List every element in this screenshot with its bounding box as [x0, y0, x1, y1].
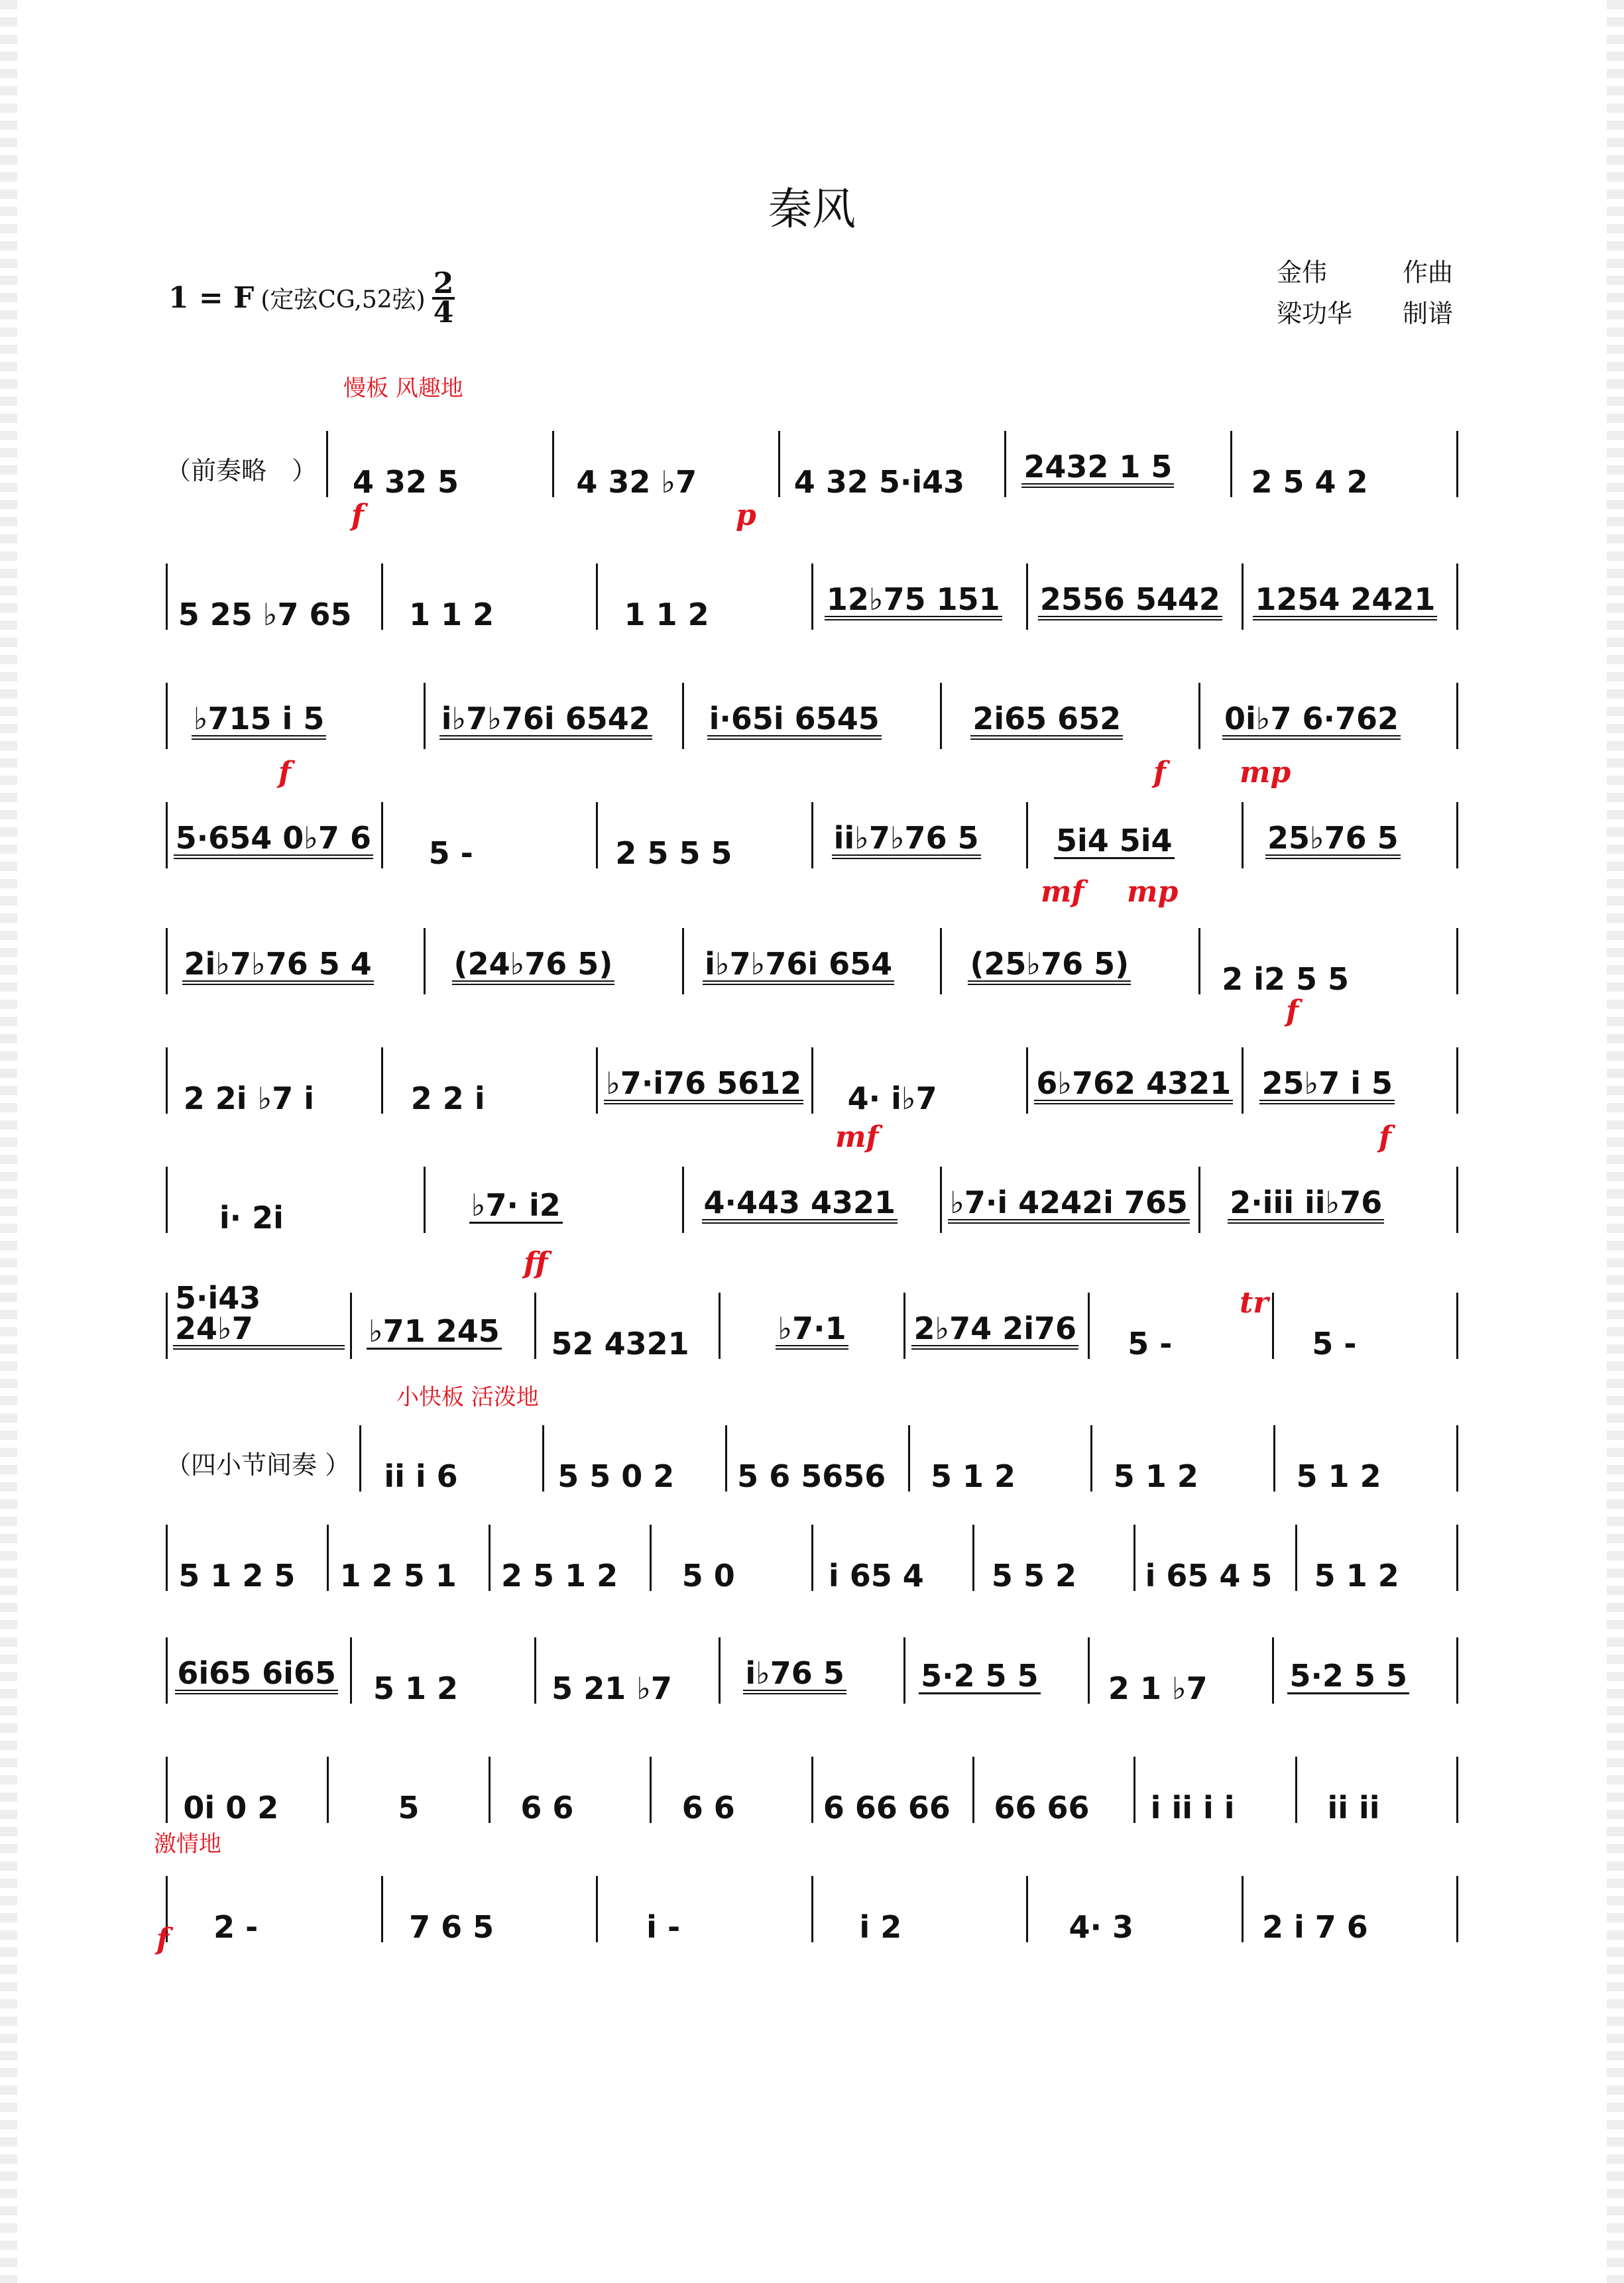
measure: [1135, 1525, 1297, 1594]
score-system: [166, 1167, 1458, 1236]
note-text: 66 66: [994, 1790, 1090, 1826]
note-group: [1228, 1187, 1384, 1224]
note-text: 0i♭7 6·762: [1224, 701, 1399, 736]
note-group: [1054, 825, 1175, 859]
note-text: 5·654 0♭7 6: [175, 820, 371, 856]
note-group: [452, 946, 615, 985]
note-text: 5 1 2: [930, 1458, 1016, 1494]
dynamic-mark: f: [1379, 1120, 1391, 1154]
note-group: [182, 946, 374, 985]
note-text: 2·iii ii♭76: [1230, 1185, 1383, 1220]
measure: [536, 1637, 721, 1704]
note-group: [821, 1790, 953, 1826]
note-group: [1106, 1670, 1210, 1706]
measure: [813, 1047, 1029, 1114]
credit-name: 梁功华: [1277, 299, 1353, 328]
note-group: [968, 946, 1131, 985]
score-system: [166, 1525, 1458, 1594]
measure: [1244, 802, 1459, 868]
note-text: 1 2 5 1: [339, 1558, 457, 1594]
measure: [1028, 563, 1244, 630]
note-text: 2 1 ♭7: [1108, 1670, 1208, 1706]
measure: [166, 1876, 383, 1945]
measure: [329, 1525, 490, 1594]
measure: [652, 1525, 813, 1594]
dynamic-mark: f: [351, 498, 364, 532]
note-text: 5 -: [1128, 1326, 1173, 1362]
note-group: [680, 1790, 737, 1826]
note-text: 12♭75 151: [826, 581, 1000, 617]
note-group: [550, 1670, 674, 1706]
note-text: 5 25 ♭7 65: [178, 597, 352, 632]
note-text: 5 1 2 5: [178, 1558, 296, 1594]
measure: [352, 1293, 536, 1359]
measure: [536, 1293, 721, 1362]
note-group: [832, 820, 981, 859]
note-group: [622, 599, 711, 630]
measure: [942, 683, 1200, 749]
note-group: [338, 1558, 459, 1594]
note-group: [707, 703, 882, 740]
note-text: i 65 4: [828, 1558, 924, 1594]
measure: [652, 1757, 813, 1826]
note-group: [1253, 581, 1437, 620]
measure: [1244, 563, 1459, 630]
note-group: [1143, 1558, 1275, 1594]
measure: [598, 802, 813, 871]
measure: [166, 563, 383, 630]
note-text: 5 5 0 2: [557, 1458, 675, 1494]
note-text: 1 1 2: [409, 597, 494, 632]
score-system: [166, 1047, 1458, 1114]
measure: [1275, 1425, 1458, 1492]
note-group: [192, 703, 327, 740]
note-text: 5 1 2: [373, 1670, 459, 1706]
note-text: 6 6: [681, 1790, 735, 1826]
note-text: ♭7·i76 5612: [606, 1065, 802, 1101]
measure: [1200, 1167, 1458, 1233]
measure: [1028, 1876, 1244, 1945]
note-group: [702, 1187, 898, 1224]
tuning-note: (定弦CG,52弦): [261, 286, 426, 314]
note-text: i 65 4 5: [1145, 1558, 1273, 1594]
tempo-mark: 激情地: [154, 1831, 221, 1857]
measure: [383, 1047, 599, 1114]
note-group: [407, 599, 496, 630]
measure: [426, 928, 683, 994]
note-text: 2432 1 5: [1023, 449, 1173, 485]
note-group: [1295, 1458, 1383, 1494]
measure: [910, 1425, 1093, 1492]
note-text: i· 2i: [219, 1200, 284, 1236]
note-text: 4 32 5·i43: [793, 464, 965, 500]
note-group: [371, 1670, 460, 1706]
measure: [1092, 1425, 1275, 1492]
dynamic-mark: mf: [835, 1120, 879, 1154]
note-group: [1287, 1658, 1409, 1694]
key-signature: [168, 266, 455, 329]
dynamic-mark: mf: [1041, 875, 1084, 909]
note-group: [613, 835, 734, 871]
measure: [1200, 928, 1458, 997]
note-text: 4· i♭7: [847, 1081, 937, 1116]
note-text: 5 0: [681, 1558, 735, 1594]
score-system: [166, 802, 1458, 871]
note-text: 5·2 5 5: [921, 1658, 1039, 1694]
note-group: [382, 1458, 459, 1494]
note-text: 5: [398, 1790, 420, 1826]
note-text: 6 66 66: [823, 1790, 951, 1826]
note-group: [175, 1655, 338, 1694]
note-group: [181, 1790, 280, 1826]
note-group: [680, 1558, 737, 1594]
measure: [1274, 1637, 1458, 1704]
score-system: [166, 431, 1458, 500]
measure: [166, 683, 426, 749]
note-text: 2i♭7♭76 5 4: [184, 946, 372, 982]
note-text: (24♭76 5): [453, 946, 613, 982]
note-group: [1034, 1065, 1233, 1104]
note-text: 2 i 7 6: [1261, 1909, 1368, 1945]
dynamic-mark: tr: [1240, 1286, 1269, 1320]
note-text: 5 -: [428, 835, 473, 871]
note-text: 5i4 5i4: [1055, 823, 1173, 858]
note-group: [911, 1313, 1078, 1350]
measure: [352, 1637, 536, 1704]
note-group: [367, 1313, 502, 1350]
note-text: (25♭76 5): [970, 946, 1130, 982]
measure: [974, 1525, 1135, 1594]
credit-row: [1277, 293, 1453, 334]
dynamic-mark: f: [278, 756, 291, 790]
note-group: [857, 1909, 903, 1945]
note-text: i♭7♭76i 6542: [441, 701, 650, 736]
measure: [813, 1757, 974, 1826]
note-group: [1038, 581, 1222, 620]
dynamic-mark: f: [1286, 994, 1299, 1028]
note-group: [1067, 1909, 1135, 1945]
note-text: 5 5 2: [991, 1558, 1076, 1594]
page-edge-left: [0, 0, 17, 2283]
tempo-mark: 小快板 活泼地: [396, 1384, 539, 1411]
note-text: 5 1 2: [1314, 1558, 1399, 1594]
note-group: [735, 1458, 888, 1494]
dynamic-mark: f: [1153, 756, 1166, 790]
measure: [905, 1293, 1090, 1359]
note-text: 5 1 2: [1113, 1458, 1198, 1494]
note-group: [1325, 1790, 1381, 1826]
note-text: i♭7♭76i 654: [705, 946, 893, 982]
note-group: [992, 1790, 1091, 1826]
note-group: [550, 1326, 691, 1362]
intro-label: （前奏略 ）: [166, 456, 318, 485]
measure: [1274, 1293, 1458, 1362]
measure: [383, 1876, 599, 1945]
note-text: 4· 3: [1069, 1909, 1133, 1945]
dynamic-mark: p: [736, 498, 756, 532]
note-group: [948, 1187, 1190, 1224]
measure: [1006, 431, 1232, 497]
note-text: 52 4321: [551, 1326, 689, 1362]
note-text: 5·i43 24♭7: [175, 1280, 261, 1346]
note-text: 2 2 i: [410, 1081, 485, 1116]
measure: [974, 1757, 1135, 1826]
measure: [383, 802, 599, 871]
measure: [684, 683, 942, 749]
note-text: ii♭7♭76 5: [833, 820, 979, 856]
dynamic-mark: f: [156, 1922, 169, 1956]
measure: [813, 802, 1029, 868]
measure: [905, 1637, 1090, 1704]
note-text: i -: [646, 1909, 681, 1945]
note-text: 2 -: [213, 1909, 259, 1945]
measure: [598, 1876, 813, 1945]
measure: [598, 1047, 813, 1114]
note-group: [217, 1200, 286, 1236]
note-text: ♭71 245: [368, 1313, 500, 1349]
dynamic-mark: mp: [1127, 875, 1179, 909]
measure: [166, 1280, 352, 1359]
note-text: ii i 6: [384, 1458, 458, 1494]
note-group: [439, 703, 652, 740]
note-group: [1260, 1909, 1370, 1945]
note-group: [499, 1558, 620, 1594]
measure: [813, 563, 1029, 630]
credit-role: 制谱: [1403, 299, 1454, 328]
time-top: 2: [433, 266, 454, 300]
measure: [1028, 802, 1244, 868]
note-text: i ii i i: [1150, 1790, 1235, 1826]
note-group: [743, 1655, 846, 1694]
score-title: 秦风: [768, 184, 856, 235]
note-group: [1220, 961, 1351, 997]
note-group: [929, 1458, 1017, 1494]
note-group: [469, 1187, 563, 1224]
interlude-label: （四小节间奏 ）: [166, 1450, 351, 1480]
note-group: [555, 1458, 676, 1494]
score-system: [166, 928, 1458, 997]
measure: [166, 1637, 352, 1704]
measure: [544, 1425, 727, 1492]
note-text: 5 21 ♭7: [551, 1670, 672, 1706]
measure: [329, 1757, 490, 1826]
score-system: [166, 1637, 1458, 1704]
credit-role: 作曲: [1403, 258, 1454, 287]
note-text: 2 5 5 5: [615, 835, 732, 871]
score-system: [166, 1876, 1458, 1945]
note-group: [1265, 820, 1401, 859]
note-text: 2 5 4 2: [1251, 464, 1368, 500]
measure: [727, 1425, 910, 1492]
note-text: ♭715 i 5: [193, 701, 325, 736]
measure: [426, 1167, 683, 1233]
note-group: [970, 703, 1123, 740]
note-group: [1249, 464, 1370, 500]
note-text: i 2: [859, 1909, 902, 1945]
note-group: [211, 1909, 260, 1945]
note-group: [919, 1658, 1041, 1694]
credit-name: 金伟: [1277, 258, 1328, 287]
note-group: [173, 1280, 345, 1350]
note-group: [846, 1083, 939, 1114]
note-group: [1222, 703, 1401, 740]
note-text: 1254 2421: [1255, 581, 1436, 617]
note-text: 4·443 4321: [703, 1185, 896, 1220]
measure: [359, 1425, 544, 1492]
measure: [166, 1525, 329, 1594]
note-text: 25♭76 5: [1267, 820, 1399, 856]
measure: [684, 1167, 942, 1233]
note-text: 5 1 2: [1296, 1458, 1381, 1494]
measure: [721, 1637, 905, 1704]
note-group: [574, 464, 699, 500]
note-text: ♭7·1: [778, 1311, 846, 1346]
measure: [721, 1293, 905, 1359]
measure: [1297, 1757, 1458, 1826]
note-group: [351, 464, 461, 500]
measure: [780, 431, 1006, 500]
measure: [1244, 1876, 1459, 1945]
note-group: [825, 581, 1002, 620]
tempo-mark: 慢板 风趣地: [343, 375, 463, 402]
note-group: [776, 1313, 848, 1350]
measure: [942, 1167, 1200, 1233]
measure: [491, 1757, 652, 1826]
measure: [1028, 1047, 1244, 1114]
note-text: 7 6 5: [409, 1909, 494, 1945]
measure: [1297, 1525, 1458, 1594]
note-text: 5 -: [1312, 1326, 1357, 1362]
score-system: [166, 563, 1458, 630]
measure: [166, 1757, 329, 1826]
note-group: [174, 820, 373, 859]
measure: [166, 1047, 383, 1114]
note-group: [1259, 1065, 1395, 1104]
note-text: 25♭7 i 5: [1261, 1065, 1393, 1101]
note-text: 4 32 ♭7: [576, 464, 697, 500]
note-group: [703, 946, 894, 985]
credit-row: [1277, 252, 1453, 293]
measure: [383, 563, 599, 630]
note-text: 6♭762 4321: [1036, 1065, 1232, 1101]
measure: [166, 1167, 426, 1236]
measure: [554, 431, 780, 500]
measure: [1090, 1637, 1274, 1704]
score-system: [166, 683, 1458, 749]
note-group: [407, 1909, 496, 1945]
note-group: [1021, 451, 1174, 488]
time-bottom: 4: [433, 295, 454, 329]
measure: [166, 928, 426, 994]
note-text: 2 5 1 2: [501, 1558, 618, 1594]
note-group: [1149, 1790, 1237, 1826]
note-group: [1310, 1326, 1358, 1362]
note-text: ♭7· i2: [471, 1187, 561, 1223]
note-text: i♭76 5: [745, 1655, 844, 1691]
note-text: ♭7·i 4242i 765: [950, 1185, 1188, 1220]
note-group: [1312, 1558, 1401, 1594]
page-edge-right: [1607, 0, 1624, 2283]
note-group: [990, 1558, 1078, 1594]
note-group: [644, 1909, 682, 1945]
dynamic-mark: ff: [524, 1246, 548, 1280]
measure: [166, 802, 383, 868]
dynamic-mark: mp: [1240, 756, 1291, 790]
measure: [813, 1876, 1029, 1945]
measure: [326, 431, 554, 500]
note-text: 2♭74 2i76: [913, 1311, 1076, 1346]
note-text: 6i65 6i65: [177, 1655, 336, 1691]
score-system: [166, 1425, 1458, 1492]
note-text: 5 6 5656: [737, 1458, 886, 1494]
measure: [598, 563, 813, 630]
measure: [813, 1525, 974, 1594]
note-group: [827, 1558, 926, 1594]
score-system: [166, 1757, 1458, 1826]
note-group: [396, 1790, 422, 1826]
measure: [1200, 683, 1458, 749]
measure: [684, 928, 942, 994]
note-group: [176, 599, 354, 630]
note-group: [409, 1083, 487, 1114]
note-group: [518, 1790, 575, 1826]
measure: [426, 683, 683, 749]
note-text: 2 2i ♭7 i: [183, 1081, 315, 1116]
note-group: [1112, 1458, 1200, 1494]
note-group: [792, 464, 966, 500]
measure: [942, 928, 1200, 994]
time-signature: [432, 266, 455, 329]
key-prefix: 1 = F: [168, 281, 255, 316]
credits: [1277, 252, 1453, 334]
note-text: 2i65 652: [972, 701, 1122, 736]
note-text: ii ii: [1327, 1790, 1380, 1826]
note-text: 0i 0 2: [183, 1790, 279, 1826]
measure: [1244, 1047, 1459, 1114]
measure: [1135, 1757, 1297, 1826]
note-group: [176, 1558, 297, 1594]
note-group: [427, 835, 475, 871]
note-text: 5·2 5 5: [1289, 1658, 1407, 1694]
note-text: 2556 5442: [1039, 581, 1220, 617]
note-group: [1126, 1326, 1174, 1362]
measure: [491, 1525, 652, 1594]
note-group: [182, 1083, 316, 1114]
note-text: 6 6: [520, 1790, 574, 1826]
note-text: 1 1 2: [624, 597, 709, 632]
note-group: [604, 1065, 803, 1104]
note-text: i·65i 6545: [709, 701, 880, 736]
note-text: 4 32 5: [353, 464, 459, 500]
measure: [1232, 431, 1458, 500]
note-text: 2 i2 5 5: [1222, 961, 1350, 997]
